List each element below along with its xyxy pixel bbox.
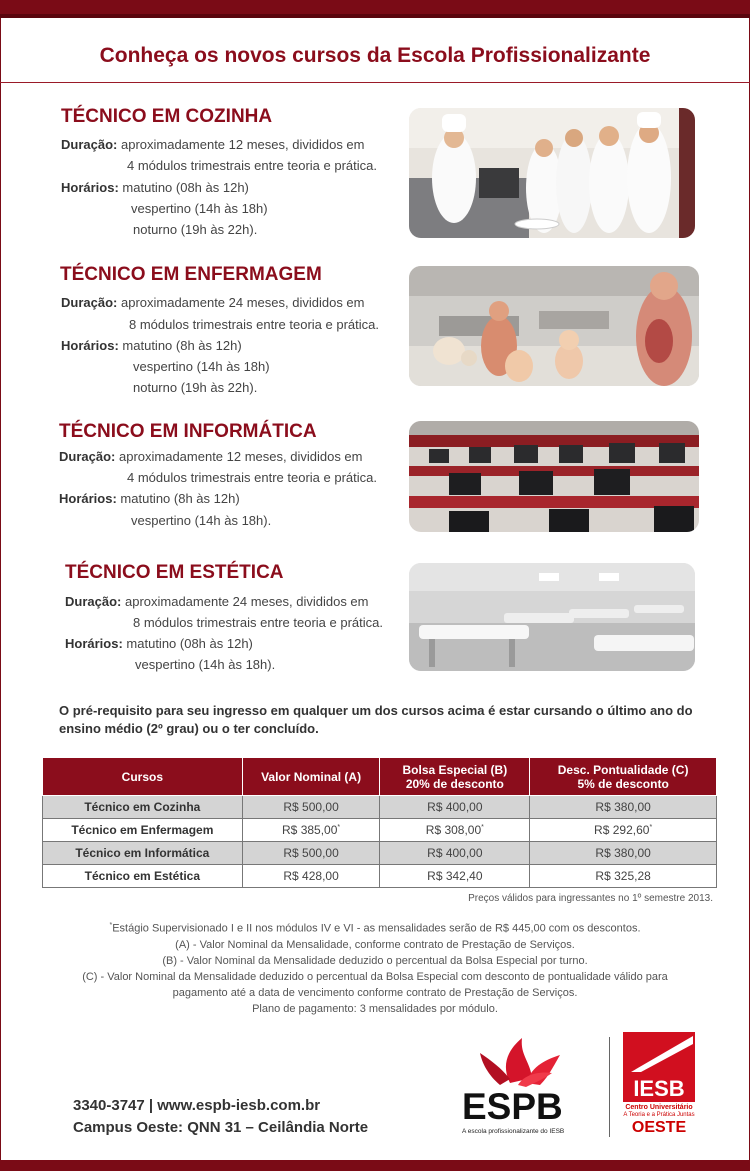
col-header-valor-nominal: Valor Nominal (A) — [242, 758, 380, 796]
bolsa-especial-cell: R$ 308,00* — [380, 819, 530, 842]
campus-address: Campus Oeste: QNN 31 – Ceilândia Norte — [73, 1119, 369, 1136]
desc-pontualidade-cell: R$ 292,60* — [530, 819, 717, 842]
course-name-cell: Técnico em Informática — [43, 842, 243, 865]
course-duration-cont: 8 módulos trimestrais entre teoria e prática. — [133, 615, 383, 630]
phone-and-website: 3340-3747 | www.espb-iesb.com.br — [73, 1097, 321, 1114]
course-duration-cont: 8 módulos trimestrais entre teoria e prática. — [129, 317, 379, 332]
bolsa-especial-cell: R$ 400,00 — [380, 842, 530, 865]
course-title: TÉCNICO EM ESTÉTICA — [65, 562, 284, 583]
course-schedule-2: vespertino (14h às 18h). — [135, 657, 276, 672]
contact-info — [73, 1095, 368, 1139]
course-duration: Duração: aproximadamente 24 meses, divididos em — [61, 295, 365, 310]
footnotes — [55, 918, 695, 1017]
course-name-cell: Técnico em Enfermagem — [43, 819, 243, 842]
table-header-row — [43, 758, 717, 796]
table-row — [43, 796, 717, 819]
aesthetics-room-photo — [409, 563, 695, 671]
col-header-desc-pontualidade: Desc. Pontualidade (C) 5% de desconto — [530, 758, 717, 796]
footnote-a: (A) - Valor Nominal da Mensalidade, conforme contrato de Prestação de Serviços. — [175, 938, 575, 951]
course-title: TÉCNICO EM COZINHA — [61, 106, 273, 127]
top-bar — [0, 0, 750, 18]
course-duration-cont: 4 módulos trimestrais entre teoria e prática. — [127, 470, 377, 485]
course-duration-cont: 4 módulos trimestrais entre teoria e prática. — [127, 158, 377, 173]
course-schedule-3: noturno (19h às 22h). — [133, 222, 258, 237]
iesb-subtitle: Centro Universitário — [625, 1104, 693, 1111]
course-schedule: Horários: matutino (08h às 12h) — [65, 636, 253, 651]
footnote-payment-plan: Plano de pagamento: 3 mensalidades por módulo. — [252, 1002, 498, 1015]
course-duration: Duração: aproximadamente 12 meses, divididos em — [61, 137, 365, 152]
iesb-mark-icon — [623, 1032, 695, 1077]
title-divider — [0, 82, 750, 83]
course-schedule: Horários: matutino (8h às 12h) — [59, 491, 240, 506]
course-schedule-2: vespertino (14h às 18h). — [131, 513, 272, 528]
valor-nominal-cell: R$ 500,00 — [242, 842, 380, 865]
kitchen-photo — [409, 108, 695, 238]
iesb-logo-text: IESB — [623, 1076, 695, 1102]
course-name-cell: Técnico em Estética — [43, 865, 243, 888]
desc-pontualidade-cell: R$ 325,28 — [530, 865, 717, 888]
course-duration: Duração: aproximadamente 12 meses, divididos em — [59, 449, 363, 464]
iesb-slogan: A Teoria e a Prática Juntas — [623, 1112, 695, 1118]
course-duration: Duração: aproximadamente 24 meses, divididos em — [65, 594, 369, 609]
valor-nominal-cell: R$ 428,00 — [242, 865, 380, 888]
course-schedule: Horários: matutino (8h às 12h) — [61, 338, 242, 353]
table-row — [43, 842, 717, 865]
footnote-c: (C) - Valor Nominal da Mensalidade deduzido o percentual da Bolsa Especial com desconto de pontualidade válido para pagamento até a data de vencimento conforme contrato de Prestação de Serviços. — [82, 970, 668, 999]
valor-nominal-cell: R$ 385,00* — [242, 819, 380, 842]
bolsa-especial-cell: R$ 342,40 — [380, 865, 530, 888]
course-schedule: Horários: matutino (08h às 12h) — [61, 180, 249, 195]
prerequisite-text: O pré-requisito para seu ingresso em qualquer um dos cursos acima é estar cursando o último ano do ensino médio (2º grau) ou o ter concluído. — [59, 703, 693, 736]
price-validity-note: Preços válidos para ingressantes no 1º semestre 2013. — [468, 893, 713, 904]
table-row — [43, 865, 717, 888]
desc-pontualidade-cell: R$ 380,00 — [530, 796, 717, 819]
course-name-cell: Técnico em Cozinha — [43, 796, 243, 819]
bolsa-especial-cell: R$ 400,00 — [380, 796, 530, 819]
desc-pontualidade-cell: R$ 380,00 — [530, 842, 717, 865]
course-schedule-3: noturno (19h às 22h). — [133, 380, 258, 395]
espb-logo-text: ESPB — [462, 1086, 563, 1127]
col-header-bolsa-especial: Bolsa Especial (B) 20% de desconto — [380, 758, 530, 796]
valor-nominal-cell: R$ 500,00 — [242, 796, 380, 819]
nursing-lab-photo — [409, 266, 699, 386]
course-schedule-2: vespertino (14h às 18h) — [133, 359, 270, 374]
footnote-estagio: *Estágio Supervisionado I e II nos módulos IV e VI - as mensalidades serão de R$ 445,00 com os descontos. — [109, 922, 641, 935]
footnote-b: (B) - Valor Nominal da Mensalidade deduzido o percentual da Bolsa Especial por turno. — [162, 954, 588, 967]
price-table — [42, 757, 717, 888]
course-schedule-2: vespertino (14h às 18h) — [131, 201, 268, 216]
computer-lab-photo — [409, 421, 699, 532]
table-row — [43, 819, 717, 842]
course-title: TÉCNICO EM INFORMÁTICA — [59, 421, 317, 442]
col-header-cursos: Cursos — [43, 758, 243, 796]
iesb-logo — [623, 1032, 695, 1140]
bottom-bar — [0, 1160, 750, 1171]
iesb-campus-name: OESTE — [631, 1119, 687, 1136]
course-title: TÉCNICO EM ENFERMAGEM — [60, 264, 322, 285]
logo-divider — [609, 1037, 610, 1137]
page-title: Conheça os novos cursos da Escola Profissionalizante — [99, 44, 651, 67]
espb-tagline: A escola profissionalizante do IESB — [462, 1128, 565, 1135]
